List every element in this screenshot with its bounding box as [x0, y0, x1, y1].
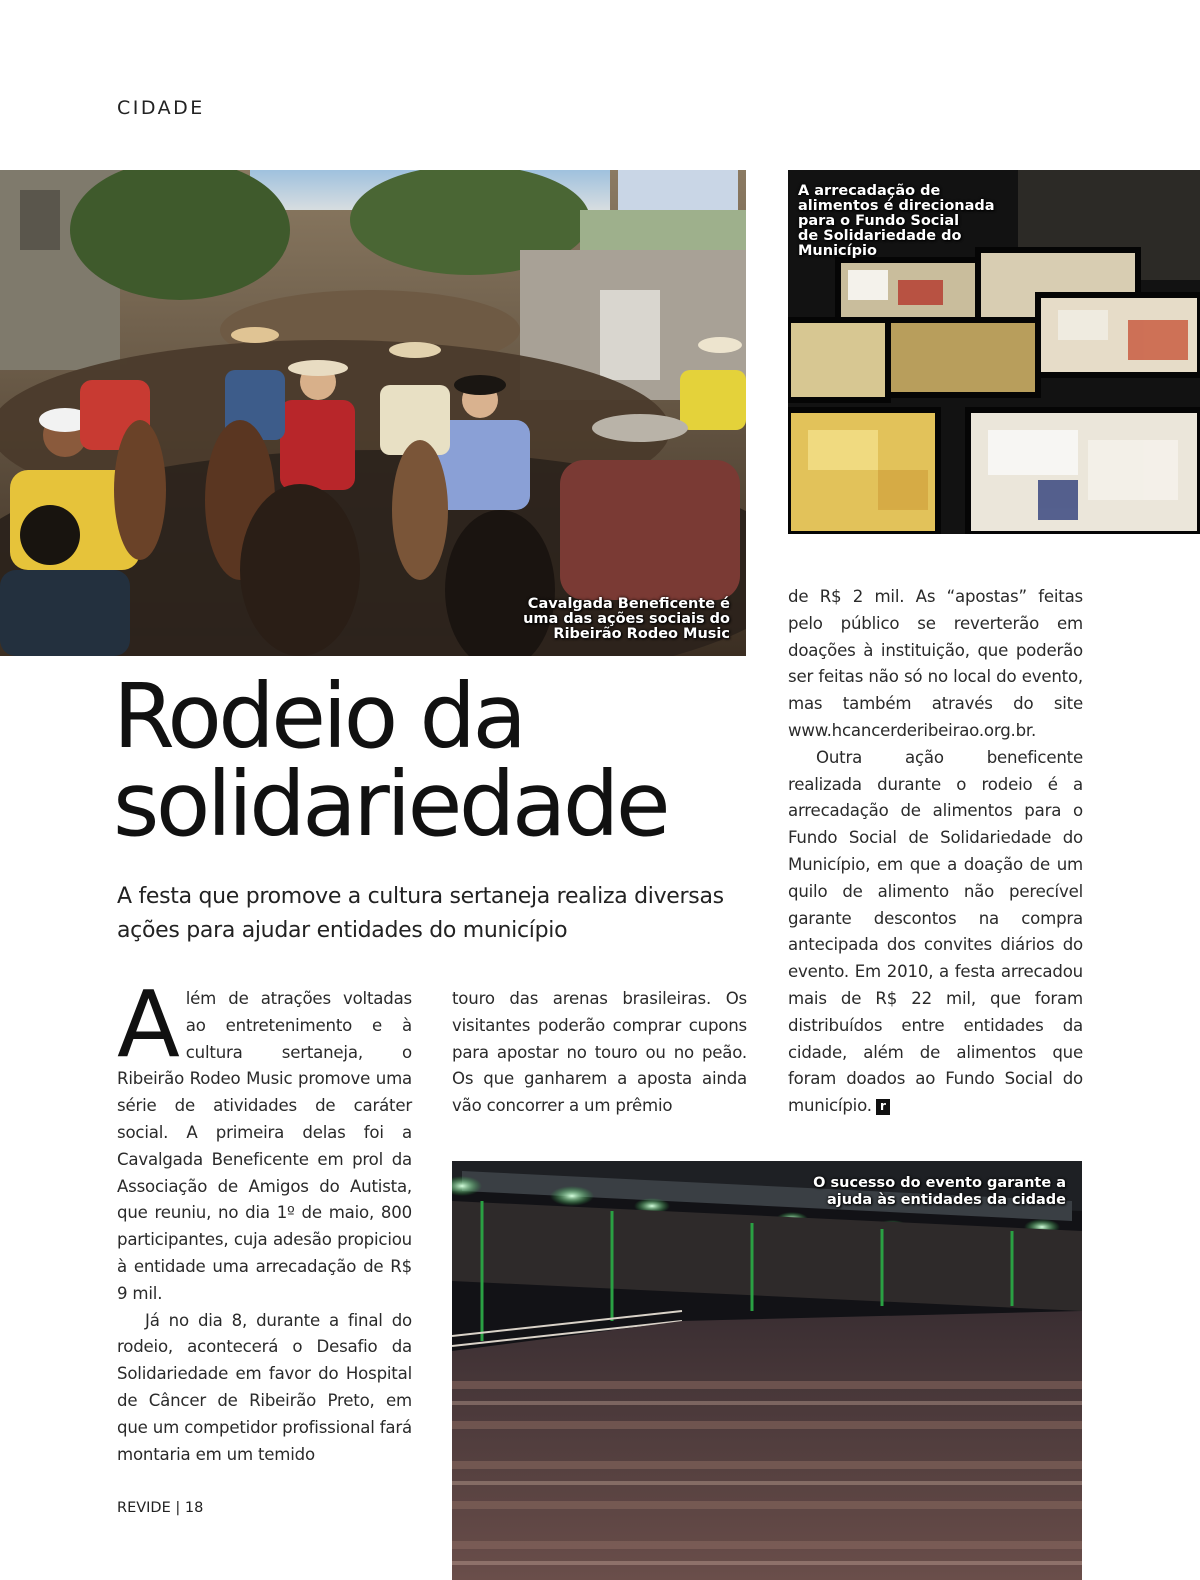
- end-mark-icon: r: [876, 1099, 890, 1115]
- article-column-1: [117, 971, 412, 1468]
- article-paragraph: de R$ 2 mil. As “apostas” feitas pelo público se reverterão em doações à instituição, que poderão ser feitas não só no local do evento, mas também através do site www.hcancerderibeirao.org.br.: [788, 587, 1083, 740]
- drop-cap: A: [117, 971, 180, 1078]
- headline: Rodeio da solidariedade: [113, 664, 668, 856]
- article-paragraph: touro das arenas brasileiras. Os visitantes poderão comprar cupons para apostar no touro ou no peão. Os que ganharem a aposta ainda vão concorrer a um prêmio: [452, 989, 747, 1116]
- alimentos-photo: [788, 170, 1200, 534]
- subhead: A festa que promove a cultura sertaneja realiza diversas ações para ajudar entidades do município: [117, 884, 724, 943]
- horseback-riders-parade-photo-icon: [0, 170, 746, 656]
- article-column-2: [452, 986, 747, 1120]
- article-paragraph: Outra ação beneficente realizada durante o rodeio é a arrecadação de alimentos para o Fundo Social de Solidariedade do Município, em que a doação de um quilo de alimento não perecível garante descontos na compra antecipada dos convites diários do evento. Em 2010, a festa arrecadou mais de R$ 22 mil, que foram distribuídos entre entidades da cidade, além de alimentos que foram doados ao Fundo Social do município.: [788, 747, 1083, 1116]
- arena-caption: O sucesso do evento garante a ajuda às entidades da cidade: [813, 1175, 1066, 1208]
- cavalgada-caption: Cavalgada Beneficente é uma das ações sociais do Ribeirão Rodeo Music: [523, 596, 730, 642]
- article-column-3: [788, 584, 1083, 1120]
- magazine-name: REVIDE: [117, 1500, 171, 1516]
- article-paragraph: Já no dia 8, durante a final do rodeio, acontecerá o Desafio da Solidariedade em favor do Hospital de Câncer de Ribeirão Preto, em que um competidor profissional fará montaria em um temido: [117, 1310, 412, 1464]
- footer-separator: |: [175, 1500, 185, 1516]
- page-footer: [117, 1500, 203, 1516]
- page-number: 18: [184, 1500, 204, 1516]
- arena-photo: [452, 1161, 1082, 1580]
- section-label: CIDADE: [117, 97, 205, 119]
- article-paragraph: lém de atrações voltadas ao entretenimento e à cultura sertaneja, o Ribeirão Rodeo Music promove uma série de atividades de caráter social. A primeira delas foi a Cavalgada Beneficente em prol da Associação de Amigos do Autista, que reuniu, no dia 1º de maio, 800 participantes, cuja adesão propiciou à entidade uma arrecadação de R$ 9 mil.: [117, 989, 412, 1303]
- rodeo-arena-crowd-photo-icon: [452, 1161, 1082, 1580]
- alimentos-caption: A arrecadação de alimentos é direcionada para o Fundo Social de Solidariedade do Município: [798, 183, 995, 259]
- cavalgada-photo: [0, 170, 746, 656]
